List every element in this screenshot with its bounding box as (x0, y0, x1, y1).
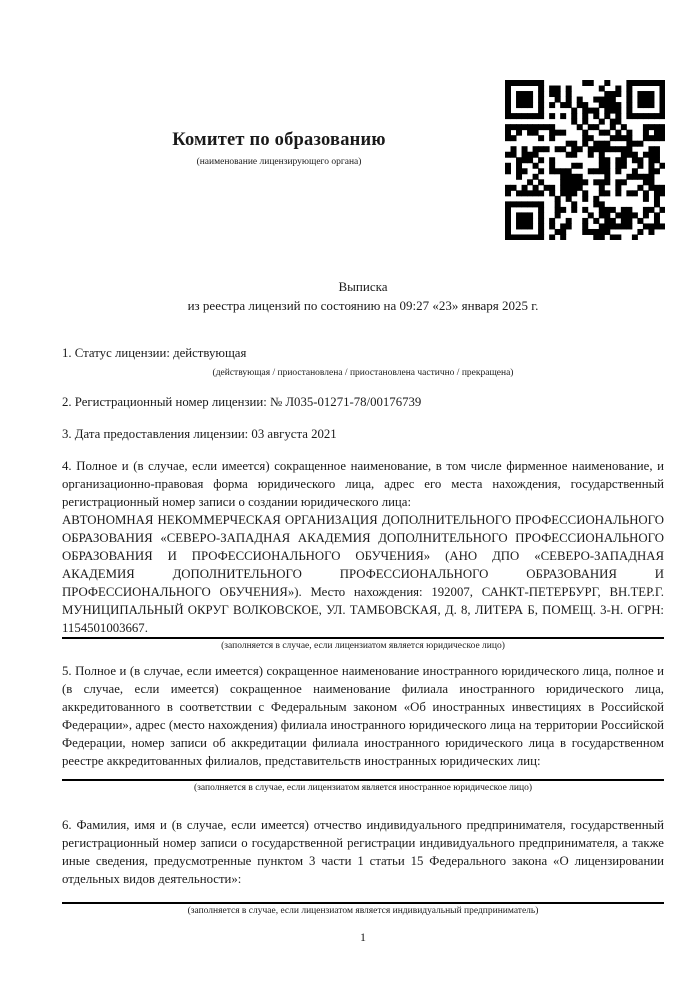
license-status-caption: (действующая / приостановлена / приостановлена частично / прекращена) (212, 368, 514, 378)
document-title-line1: Выписка (338, 279, 388, 294)
item-registration-number (62, 393, 664, 411)
document-title (62, 277, 664, 315)
document-title-line2: из реестра лицензий по состоянию на 09:27 «23» января 2025 г. (187, 298, 539, 313)
grant-date-text: 3. Дата предоставления лицензии: 03 августа 2021 (62, 427, 337, 441)
item-legal-entity (62, 457, 664, 637)
licensing-authority-caption: (наименование лицензирующего органа) (196, 157, 362, 167)
page-number: 1 (360, 930, 366, 944)
legal-entity-value: АВТОНОМНАЯ НЕКОММЕРЧЕСКАЯ ОРГАНИЗАЦИЯ ДОПОЛНИТЕЛЬНОГО ПРОФЕССИОНАЛЬНОГО ОБРАЗОВАНИЯ «СЕВЕРО-ЗАПАДНАЯ АКАДЕМИЯ ДОПОЛНИТЕЛЬНОГО ПРОФЕССИОНАЛЬНОГО ОБРАЗОВАНИЯ И ПРОФЕССИОНАЛЬНОГО ОБУЧЕНИЯ» (АНО ДПО «СЕВЕРО-ЗАПАДНАЯ АКАДЕМИЯ ДОПОЛНИТЕЛЬНОГО ПРОФЕССИОНАЛЬНОГО ОБРАЗОВАНИЯ И ПРОФЕССИОНАЛЬНОГО ОБУЧЕНИЯ»). Место нахождения: 192007, САНКТ-ПЕТЕРБУРГ, ВН.ТЕР.Г. МУНИЦИПАЛЬНЫЙ ОКРУГ ВОЛКОВСКОЕ, УЛ. ТАМБОВСКАЯ, Д. 8, ЛИТЕРА Б, ПОМЕЩ. 3-Н. ОГРН: 1154501003667. (62, 513, 664, 635)
qr-code (505, 80, 665, 240)
qr-code-image (505, 80, 665, 240)
legal-entity-caption: (заполняется в случае, если лицензиатом является юридическое лицо) (221, 641, 505, 651)
item-entrepreneur (62, 816, 664, 888)
foreign-entity-caption: (заполняется в случае, если лицензиатом является иностранное юридическое лицо) (194, 783, 532, 793)
foreign-entity-text: 5. Полное и (в случае, если имеется) сокращенное наименование иностранного юридического лица, полное и (в случае, если имеется) сокращенное наименование филиала иностранного юридического лица, аккредитованного в соответствии с Федеральным законом «Об иностранных инвестициях в Российской Федерации», адрес (место нахождения) филиала иностранного юридического лица на территории Российской Федерации, номер записи об аккредитации филиала иностранного юридического лица в государственном реестре аккредитованных филиалов, представительств иностранных юридических лиц: (62, 664, 664, 768)
divider-line-foreign-entity (62, 779, 664, 781)
license-status-text: 1. Статус лицензии: действующая (62, 346, 247, 360)
item-foreign-entity (62, 662, 664, 770)
divider-line-legal-entity (62, 637, 664, 639)
item-license-status (62, 344, 664, 382)
entrepreneur-caption: (заполняется в случае, если лицензиатом является индивидуальный предприниматель) (187, 906, 539, 916)
entrepreneur-text: 6. Фамилия, имя и (в случае, если имеется) отчество индивидуального предпринимателя, государственный регистрационный номер записи о государственной регистрации индивидуального предпринимателя, а также иные сведения, предусмотренные пунктом 3 части 1 статьи 15 Федерального закона «О лицензировании отдельных видов деятельности»: (62, 818, 664, 886)
legal-entity-intro: 4. Полное и (в случае, если имеется) сокращенное наименование, в том числе фирменное наименование, и организационно-правовая форма юридического лица, адрес его места нахождения, государственный регистрационный номер записи о создании юридического лица: (62, 459, 664, 509)
divider-line-entrepreneur (62, 902, 664, 904)
licensing-authority-name: Комитет по образованию (172, 130, 386, 150)
licensing-authority-header (62, 130, 496, 167)
item-grant-date (62, 425, 664, 443)
registration-number-text: 2. Регистрационный номер лицензии: № Л035-01271-78/00176739 (62, 395, 422, 409)
